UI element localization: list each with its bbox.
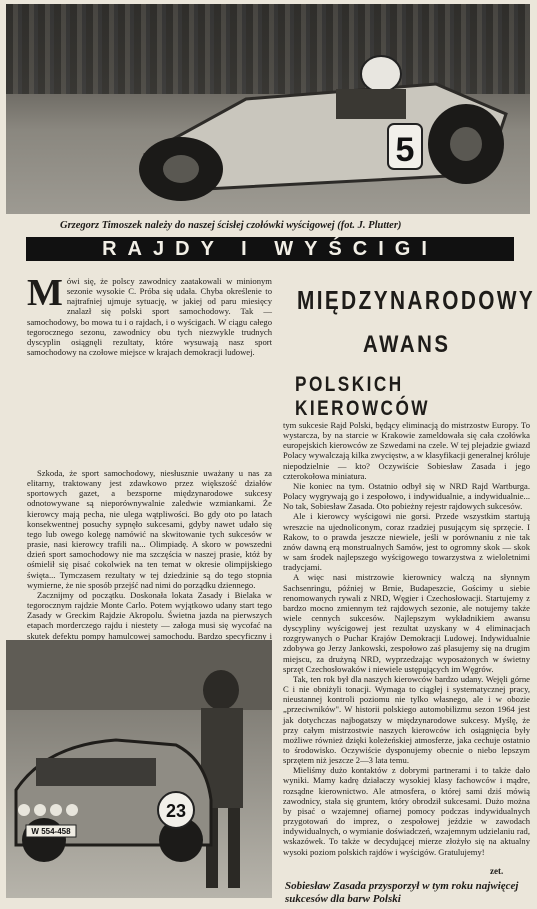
article-paragraph: Zacznijmy od początku. Doskonała lokata Zasady i Bielaka w tegorocznym rajdzie Monte Carlo. Potem wyjątkowo udany start tego Zasady w Greckim Rajdzie Akropolu. Świetna jazda na pierwszych etapach morderczego rajdu i niestety — załoga musi się wycofać na skutek defektu pompy hamulcowej samochodu. Bardzo specyficzny i	[27, 589, 272, 641]
article-paragraph: Ale i kierowcy wyścigowi nie gorsi. Przede wszystkim startują wreszcie na ujednoliconym, coraz rzadziej pusującym się sprzęcie. I Rakow, to o prawda jeszcze niewiele, jeśli w porównaniu z nie tak znów dawną erą monstrualnych Samów, jest to ogromny skok — skok w sam środek najlepszego wyścigowego towarzystwa z wieloletnimi tradycjami.	[283, 511, 530, 573]
article-column-right	[283, 420, 530, 857]
article-paragraph: Tak, ten rok był dla naszych kierowców bardzo udany. Wejęli górne C i nie obniżyli tonacji. Wymaga to ciągłej i systematycznej pracy, nieustannej kontroli poziomu nie tylko własnego, ale i w obozie „przeciwników". W historii polskiego automobilizmu sezon 1964 jest jak dotychczas najbogatszy w międzynarodowe sukcesy. Myślę, że przy całym mistrzostwie naszych kierowców ich osiągnięcia były możliwe również dzięki koleżeńskiej atmosferze, jaka cechuje ostatnio to środowisko. Oczywiście dysponujemy obecnie o niebo lepszym sprzętem niż jeszcze 2—3 lata temu.	[283, 673, 530, 766]
article-paragraph: Nie koniec na tym. Ostatnio odbył się w NRD Rajd Wartburga. Polacy wygrywają go i zespołowo, i indywidualnie, a indywidualnie... No tak, Sobiesław Zasada. Oto pobieżny rejestr rajdowych sukcesów.	[283, 480, 530, 512]
headline-line-1: MIĘDZYNARODOWY	[297, 285, 536, 315]
article-paragraph: tym sukcesie Rajd Polski, będący eliminacją do mistrzostw Europy. To wystarcza, by na starcie w Krakowie zameldowała się cała czołówka europejskich kierowców ze Szwedami na czele. W tej plejadzie gwiazd Polacy wywalczają kilka zwycięstw, a w klasyfikacji generalnej króluje niepodzielnie — kto? Oczywiście Sobiesław Zasada i jego czterokołowa miniatura.	[283, 420, 530, 481]
formula-car-illustration	[6, 4, 530, 214]
article-paragraph: Szkoda, że sport samochodowy, niesłusznie uważany u nas za elitarny, traktowany jest zdawkowo przez większość działów sportowych gazet, a bezsporne międzynarodowe sukcesy odnotowywane są nieporównywalnie zaledwie wzmiankami. Że kierowcy mają pecha, nie ulega wątpliwości. Bo gdy oto po latach konsekwentnej posuchy sypnęło sukcesami, gdyby nawet udało się tego lub owego kolegę namówić na skwitowanie tych sukcesów w prasie, nasi kierowcy trafili na... Olimpiadę. A skoro w powszedni dzień sport samochodowy nie ma szczęścia w naszej prasie, któż by ośmielił się pisać cokolwiek na ten temat w okresie olimpijskiego święta... Tymczasem rezultaty w tej dziedzinie są do tego stopnia wymierne, że nie sposób przejść nad nimi do porządku dziennego.	[27, 468, 272, 590]
article-paragraph: A więc nasi mistrzowie kierownicy walczą na słynnym Sachsenringu, później w Brnie, Budapeszcie, Gościmy u siebie renomowanych rywali z NRD, Węgier i Czechosłowacji. Startujemy z bardzo mocno zmiennym też rajdowych sezonie, ale notujemy także wiele cennych sukcesów. Najlepszym wykładnikiem awansu dyscypliny wyścigowej jest rezultat uzyskany w 4 eliminacjach rozgrywanych o Puchar Krajów Demokracji Ludowej. Indywidualnie zdobywa go Jerzy Jankowski, zespołowo zaś plasujemy się na drugim miejscu, za drużyną NRD, wyprzedzając wyposażonych w świetny sprzęt Czechosłowaków i niewiele ustępujących im Węgrów.	[283, 572, 530, 674]
car-number: 5	[395, 131, 415, 169]
rally-car-photo	[6, 640, 272, 898]
photo-caption-bottom: Sobiesław Zasada przysporzył w tym roku najwięcej sukcesów dla barw Polski	[285, 880, 519, 905]
headline-line-3: POLSKICH KIEROWCÓW	[295, 373, 431, 420]
photo-caption-top: Grzegorz Timoszek należy do naszej ścisłej czołówki wyścigowej (fot. J. Plutter)	[60, 220, 402, 231]
article-column-left	[27, 272, 272, 358]
article-paragraph: ówi się, że polscy zawodnicy zaatakowali w minionym sezonie wysokie C. Próba się udała. Chyba określenie to najtrafniej ujmuje sytuację, w jakiej od paru miesięcy znalazł się polski sport samochodowy. Tak — samochodowy, bo mowa tu i o rajdach, i o wyścigach. W ciągu całego tegorocznego sezonu, zawodnicy obu tych niezwykle trudnych dyscyplin osiągnęli rezultaty, które wysuwają nasz sport samochodowy na czołowe miejsce w krajach demokracji ludowej.	[27, 276, 272, 358]
headline-line-2: AWANS	[363, 331, 451, 358]
race-car-photo	[6, 4, 530, 214]
rally-car-number: 23	[165, 801, 187, 821]
article-paragraph: Mieliśmy dużo kontaktów z dobrymi partnerami i to także dało wyniki. Mamy kadrę działaczy wysokiej klasy fachowców i mądre, rozsądne kierownictwo. Ale atmosfera, o której sami dziś mówią zawodnicy, stała się gruntem, który obrodził sukcesami. Dużo można by pisać o wzajemnej ofiarnej pomocy podczas indywidualnych przygotowań do imprez, o zespołowej jeździe w zawodach indywidualnych, o wymianie doświadczeń, wzajemnym udzielaniu rad, wskazówek. To także w decydującej mierze złożyło się na aktualny wysoki poziom polskich rajdów i wyścigów. Gratulujemy!	[283, 765, 530, 857]
license-plate: W 554-458	[31, 827, 71, 836]
drop-cap: M	[27, 272, 63, 314]
headline	[283, 283, 536, 420]
author-signoff: zet.	[490, 866, 504, 876]
rally-car-illustration	[6, 640, 272, 898]
section-banner: RAJDY I WYŚCIGI	[26, 237, 514, 261]
